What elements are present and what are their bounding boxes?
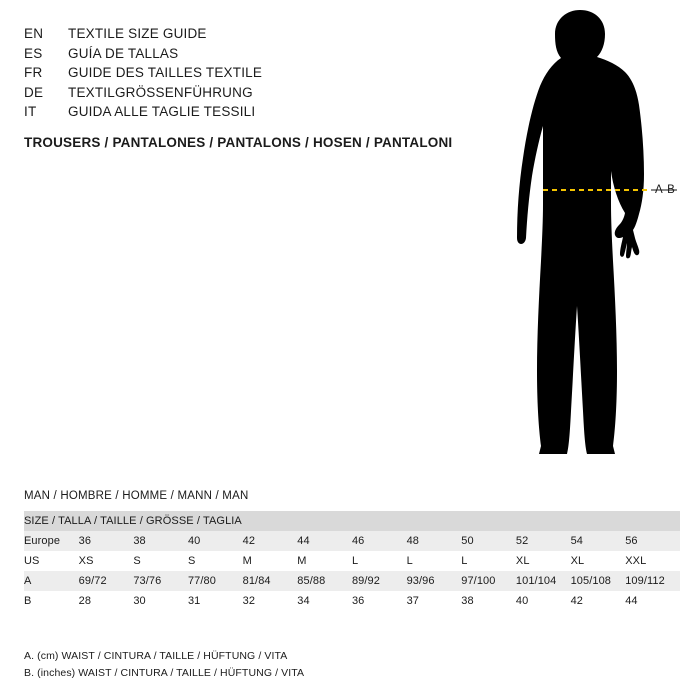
- table-cell: S: [188, 551, 243, 571]
- table-cell: 44: [297, 531, 352, 551]
- row-label: B: [24, 591, 79, 611]
- footnotes: [24, 648, 624, 682]
- table-cell: 73/76: [133, 571, 188, 591]
- footnote-a: A. (cm) WAIST / CINTURA / TAILLE / HÜFTUNG / VITA: [24, 650, 288, 662]
- table-cell: 69/72: [79, 571, 134, 591]
- table-cell: 38: [133, 531, 188, 551]
- table-cell: 28: [79, 591, 134, 611]
- table-cell: 40: [516, 591, 571, 611]
- table-cell: 89/92: [352, 571, 407, 591]
- table-cell: 40: [188, 531, 243, 551]
- garment-type-line: TROUSERS / PANTALONES / PANTALONS / HOSEN / PANTALONI: [24, 134, 453, 150]
- language-title: GUIDE DES TAILLES TEXTILE: [68, 65, 263, 80]
- size-table-area: [24, 490, 680, 611]
- silhouette-svg: [455, 6, 690, 476]
- table-cell: 38: [461, 591, 516, 611]
- table-row: [24, 571, 680, 591]
- table-cell: 42: [243, 531, 298, 551]
- language-title: GUÍA DE TALLAS: [68, 45, 179, 61]
- table-header-row: [24, 511, 680, 531]
- table-header-label: SIZE / TALLA / TAILLE / GRÖSSE / TAGLIA: [24, 511, 680, 531]
- table-cell: L: [461, 551, 516, 571]
- waist-measure-label: A-B: [655, 184, 676, 196]
- table-cell: 36: [79, 531, 134, 551]
- language-title: TEXTILGRÖSSENFÜHRUNG: [68, 84, 253, 100]
- table-row: [24, 531, 680, 551]
- table-cell: 42: [571, 591, 626, 611]
- table-cell: M: [243, 551, 298, 571]
- footnote-b: B. (inches) WAIST / CINTURA / TAILLE / HÜFTUNG / VITA: [24, 667, 305, 679]
- table-cell: 105/108: [571, 571, 626, 591]
- table-cell: 97/100: [461, 571, 516, 591]
- row-label: A: [24, 571, 79, 591]
- table-cell: XS: [79, 551, 134, 571]
- table-cell: 54: [571, 531, 626, 551]
- language-code: IT: [24, 104, 37, 119]
- language-row: [24, 102, 464, 122]
- table-cell: L: [407, 551, 462, 571]
- table-cell: 81/84: [243, 571, 298, 591]
- size-guide-header: [24, 24, 464, 150]
- table-cell: 109/112: [625, 571, 680, 591]
- language-code: EN: [24, 26, 44, 41]
- table-cell: 56: [625, 531, 680, 551]
- language-title: GUIDA ALLE TAGLIE TESSILI: [68, 104, 256, 119]
- table-group-label: MAN / HOMBRE / HOMME / MANN / MAN: [24, 490, 249, 502]
- language-code: ES: [24, 45, 43, 61]
- row-label: US: [24, 551, 79, 571]
- table-cell: 31: [188, 591, 243, 611]
- table-cell: XL: [516, 551, 571, 571]
- language-row: [24, 24, 464, 44]
- row-label: Europe: [24, 531, 79, 551]
- language-code: DE: [24, 84, 44, 100]
- size-table: [24, 511, 680, 611]
- language-title: TEXTILE SIZE GUIDE: [68, 26, 207, 41]
- table-cell: 32: [243, 591, 298, 611]
- table-cell: 52: [516, 531, 571, 551]
- table-cell: 85/88: [297, 571, 352, 591]
- language-row: [24, 83, 464, 103]
- man-silhouette-shape: [517, 10, 644, 454]
- table-cell: XL: [571, 551, 626, 571]
- table-cell: 44: [625, 591, 680, 611]
- table-cell: 77/80: [188, 571, 243, 591]
- male-silhouette-figure: [455, 6, 690, 476]
- table-cell: 48: [407, 531, 462, 551]
- language-row: [24, 63, 464, 83]
- table-cell: S: [133, 551, 188, 571]
- table-row: [24, 551, 680, 571]
- table-cell: 93/96: [407, 571, 462, 591]
- table-cell: M: [297, 551, 352, 571]
- table-cell: 50: [461, 531, 516, 551]
- table-row: [24, 591, 680, 611]
- table-cell: XXL: [625, 551, 680, 571]
- table-cell: 37: [407, 591, 462, 611]
- language-row: [24, 44, 464, 64]
- language-code: FR: [24, 65, 43, 80]
- table-cell: 30: [133, 591, 188, 611]
- table-cell: 101/104: [516, 571, 571, 591]
- table-cell: 46: [352, 531, 407, 551]
- table-cell: L: [352, 551, 407, 571]
- table-cell: 34: [297, 591, 352, 611]
- table-cell: 36: [352, 591, 407, 611]
